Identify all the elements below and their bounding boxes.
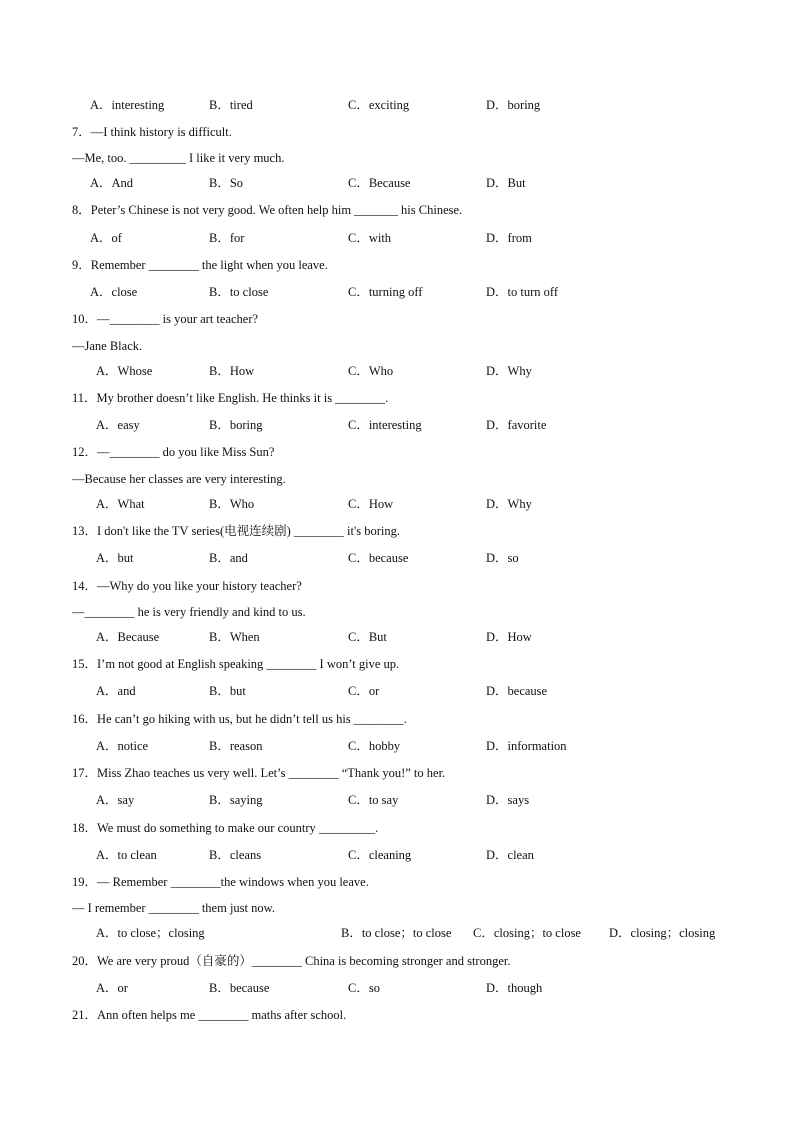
answer-option: D．boring [486, 98, 541, 112]
answer-option: A．of [90, 231, 122, 245]
answer-option: C．because [348, 551, 409, 565]
answer-option: C．or [348, 684, 380, 698]
question-line: —Jane Black. [72, 339, 143, 353]
question-line: 11．My brother doesn’t like English. He thinks it is ________. [72, 391, 389, 405]
answer-option: D．so [486, 551, 519, 565]
question-line: 12．—________ do you like Miss Sun? [72, 445, 275, 459]
question-line: 8．Peter’s Chinese is not very good. We often help him _______ his Chinese. [72, 203, 463, 217]
answer-option: B．reason [209, 739, 263, 753]
answer-option: C．to say [348, 793, 399, 807]
answer-option: C．Who [348, 364, 394, 378]
answer-option: C．turning off [348, 285, 423, 299]
answer-option: D．though [486, 981, 543, 995]
answer-option: A．say [96, 793, 135, 807]
answer-option: C．exciting [348, 98, 410, 112]
question-line: 20．We are very proud（自豪的）________ China is becoming stronger and stronger. [72, 954, 511, 968]
answer-option: B．boring [209, 418, 263, 432]
answer-option: B．for [209, 231, 245, 245]
answer-option: A．or [96, 981, 128, 995]
question-line: 17．Miss Zhao teaches us very well. Let’s ________ “Thank you!” to her. [72, 766, 446, 780]
answer-option: B．How [209, 364, 255, 378]
answer-option: D．clean [486, 848, 534, 862]
answer-option: A．but [96, 551, 134, 565]
answer-option: A．notice [96, 739, 149, 753]
answer-option: D．But [486, 176, 526, 190]
answer-option: A．to close；closing [96, 926, 205, 940]
question-line: 10．—________ is your art teacher? [72, 312, 259, 326]
answer-option: D．Why [486, 364, 532, 378]
answer-option: D．Why [486, 497, 532, 511]
question-line: —________ he is very friendly and kind to us. [72, 605, 306, 619]
answer-option: C．closing；to close [473, 926, 581, 940]
question-line: 13．I don't like the TV series(电视连续剧) ________ it's boring. [72, 524, 400, 538]
answer-option: C．How [348, 497, 394, 511]
question-line: 18．We must do something to make our country _________. [72, 821, 379, 835]
question-line: 14．—Why do you like your history teacher? [72, 579, 302, 593]
answer-option: D．because [486, 684, 548, 698]
answer-option: D．information [486, 739, 567, 753]
answer-option: B．cleans [209, 848, 262, 862]
answer-option: A．interesting [90, 98, 165, 112]
answer-option: C．cleaning [348, 848, 412, 862]
answer-option: A．And [90, 176, 134, 190]
answer-option: B．tired [209, 98, 253, 112]
answer-option: A．What [96, 497, 145, 511]
answer-option: C．hobby [348, 739, 401, 753]
question-line: — I remember ________ them just now. [72, 901, 275, 915]
answer-option: B．So [209, 176, 244, 190]
answer-option: B．to close；to close [341, 926, 452, 940]
answer-option: B．Who [209, 497, 255, 511]
answer-option: C．But [348, 630, 387, 644]
answer-option: B．to close [209, 285, 269, 299]
answer-option: A．and [96, 684, 136, 698]
question-line: 19．— Remember ________the windows when you leave. [72, 875, 369, 889]
question-line: —Because her classes are very interesting. [72, 472, 286, 486]
answer-option: B．When [209, 630, 260, 644]
question-line: 9．Remember ________ the light when you leave. [72, 258, 328, 272]
question-line: 21．Ann often helps me ________ maths after school. [72, 1008, 347, 1022]
answer-option: C．so [348, 981, 380, 995]
question-line: 16．He can’t go hiking with us, but he didn’t tell us his ________. [72, 712, 407, 726]
answer-option: C．Because [348, 176, 411, 190]
answer-option: A．Whose [96, 364, 153, 378]
answer-option: D．from [486, 231, 532, 245]
answer-option: B．and [209, 551, 248, 565]
answer-option: D．How [486, 630, 532, 644]
answer-option: A．to clean [96, 848, 157, 862]
answer-option: C．with [348, 231, 392, 245]
answer-option: B．saying [209, 793, 263, 807]
answer-option: D．says [486, 793, 530, 807]
answer-option: A．close [90, 285, 138, 299]
answer-option: B．because [209, 981, 270, 995]
question-line: 15．I’m not good at English speaking ________ I won’t give up. [72, 657, 400, 671]
answer-option: D．favorite [486, 418, 547, 432]
answer-option: A．easy [96, 418, 140, 432]
answer-option: A．Because [96, 630, 160, 644]
answer-option: B．but [209, 684, 246, 698]
question-line: 7．—I think history is difficult. [72, 125, 232, 139]
answer-option: D．closing；closing [609, 926, 716, 940]
question-line: —Me, too. _________ I like it very much. [72, 151, 285, 165]
answer-option: D．to turn off [486, 285, 558, 299]
answer-option: C．interesting [348, 418, 422, 432]
